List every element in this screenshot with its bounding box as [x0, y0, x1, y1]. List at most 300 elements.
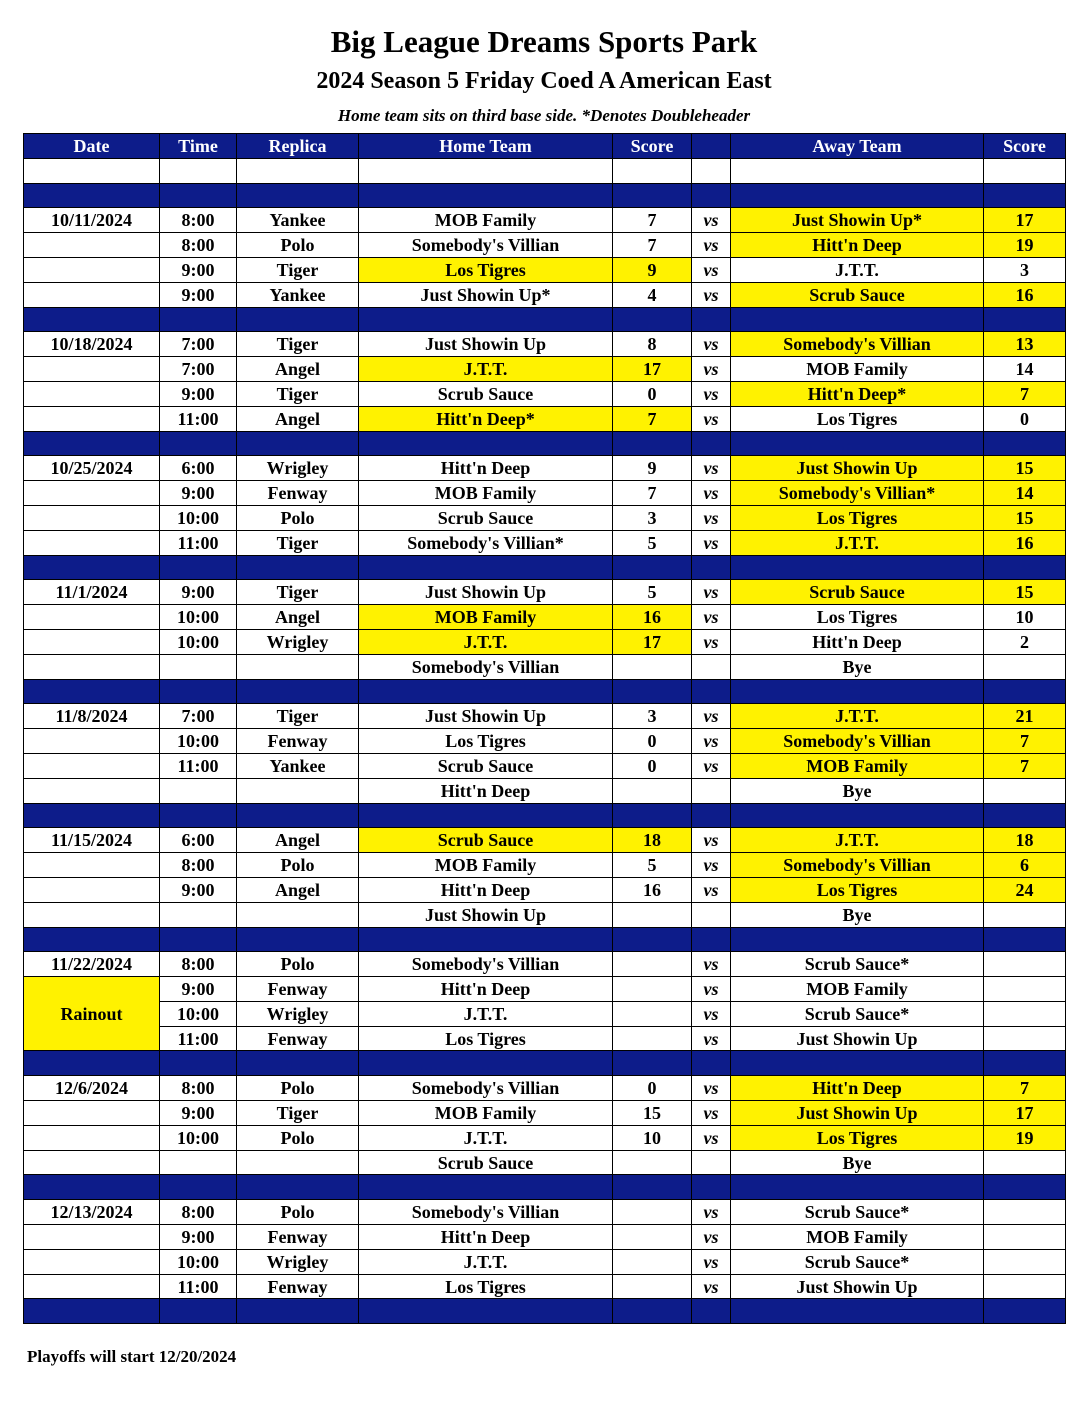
replica-field: Wrigley: [237, 1249, 359, 1274]
home-score: 16: [613, 877, 692, 902]
away-score: [984, 977, 1066, 1002]
replica-field: Angel: [237, 828, 359, 853]
rainout-label: Rainout: [24, 977, 160, 1051]
vs-label: vs: [692, 1001, 731, 1026]
separator-cell: [692, 1051, 731, 1076]
game-row: [24, 1001, 1066, 1026]
home-score: 5: [613, 530, 692, 555]
empty-cell: [984, 158, 1066, 183]
replica-field: Tiger: [237, 704, 359, 729]
away-score: 17: [984, 208, 1066, 233]
replica-field: Polo: [237, 853, 359, 878]
game-time: 9:00: [160, 580, 237, 605]
game-time: 7:00: [160, 332, 237, 357]
home-score: [613, 1026, 692, 1051]
schedule-table: [23, 133, 1066, 1324]
home-score: [613, 977, 692, 1002]
replica-field: Wrigley: [237, 629, 359, 654]
vs-label: vs: [692, 456, 731, 481]
vs-label: vs: [692, 1026, 731, 1051]
home-score: 16: [613, 605, 692, 630]
game-row: [24, 381, 1066, 406]
empty-cell: [692, 158, 731, 183]
separator-cell: [731, 927, 984, 952]
away-score: 18: [984, 828, 1066, 853]
separator-cell: [160, 183, 237, 208]
vs-label: vs: [692, 332, 731, 357]
separator-cell: [613, 307, 692, 332]
away-team: Los Tigres: [731, 505, 984, 530]
vs-label: vs: [692, 877, 731, 902]
home-team: Just Showin Up*: [359, 282, 613, 307]
home-team: Somebody's Villian: [359, 233, 613, 258]
home-team: Just Showin Up: [359, 704, 613, 729]
week-separator: [24, 183, 1066, 208]
away-score: [984, 1026, 1066, 1051]
home-team: Somebody's Villian: [359, 1076, 613, 1101]
game-row: [24, 828, 1066, 853]
game-row: [24, 481, 1066, 506]
game-time: 8:00: [160, 233, 237, 258]
separator-cell: [731, 1299, 984, 1324]
replica-field: Fenway: [237, 481, 359, 506]
home-score: 3: [613, 704, 692, 729]
vs-label: vs: [692, 977, 731, 1002]
game-date: 10/18/2024: [24, 332, 160, 357]
away-team: Hitt'n Deep: [731, 233, 984, 258]
home-team: MOB Family: [359, 481, 613, 506]
date-cell: [24, 530, 160, 555]
empty-cell: [359, 158, 613, 183]
game-row: [24, 877, 1066, 902]
game-row: [24, 257, 1066, 282]
game-row: [24, 753, 1066, 778]
replica-field: Polo: [237, 233, 359, 258]
away-score: 7: [984, 1076, 1066, 1101]
separator-cell: [160, 555, 237, 580]
away-score: [984, 1274, 1066, 1299]
separator-cell: [613, 1051, 692, 1076]
separator-cell: [359, 431, 613, 456]
replica-field: Wrigley: [237, 456, 359, 481]
vs-label: vs: [692, 530, 731, 555]
game-time: 10:00: [160, 729, 237, 754]
game-date: 11/22/2024: [24, 952, 160, 977]
vs-label: vs: [692, 629, 731, 654]
home-team: Scrub Sauce: [359, 505, 613, 530]
home-score: [613, 1200, 692, 1225]
separator-cell: [160, 1175, 237, 1200]
away-score: [984, 1249, 1066, 1274]
replica-field: [237, 1150, 359, 1175]
separator-cell: [692, 679, 731, 704]
separator-cell: [237, 431, 359, 456]
date-cell: [24, 233, 160, 258]
replica-field: Tiger: [237, 530, 359, 555]
separator-cell: [692, 555, 731, 580]
game-row: [24, 406, 1066, 431]
week-separator: [24, 1299, 1066, 1324]
away-score: [984, 654, 1066, 679]
separator-cell: [24, 1175, 160, 1200]
home-team: Scrub Sauce: [359, 753, 613, 778]
away-team: Somebody's Villian: [731, 332, 984, 357]
blank-row: [24, 158, 1066, 183]
replica-field: Fenway: [237, 729, 359, 754]
home-score: 9: [613, 257, 692, 282]
playoffs-note: Playoffs will start 12/20/2024: [27, 1347, 237, 1366]
separator-cell: [984, 431, 1066, 456]
separator-cell: [160, 307, 237, 332]
col-header-vs: [692, 134, 731, 159]
separator-cell: [24, 307, 160, 332]
separator-cell: [237, 1299, 359, 1324]
col-header-time: Time: [160, 134, 237, 159]
game-row: [24, 332, 1066, 357]
vs-label: vs: [692, 1200, 731, 1225]
game-time: [160, 1150, 237, 1175]
away-score: 16: [984, 282, 1066, 307]
home-team: Hitt'n Deep: [359, 977, 613, 1002]
away-team: Los Tigres: [731, 406, 984, 431]
replica-field: [237, 902, 359, 927]
vs-label: vs: [692, 729, 731, 754]
schedule-body: [24, 158, 1066, 1323]
replica-field: Tiger: [237, 580, 359, 605]
away-score: [984, 778, 1066, 803]
game-time: 8:00: [160, 1076, 237, 1101]
away-team: Bye: [731, 654, 984, 679]
separator-cell: [160, 431, 237, 456]
replica-field: Polo: [237, 952, 359, 977]
game-row: [24, 505, 1066, 530]
replica-field: Polo: [237, 1076, 359, 1101]
home-score: 5: [613, 853, 692, 878]
home-team: J.T.T.: [359, 1125, 613, 1150]
away-team: Just Showin Up: [731, 1101, 984, 1126]
away-score: 6: [984, 853, 1066, 878]
home-team: Somebody's Villian: [359, 1200, 613, 1225]
separator-cell: [984, 1175, 1066, 1200]
header-row: [24, 134, 1066, 159]
empty-cell: [731, 158, 984, 183]
home-team: MOB Family: [359, 853, 613, 878]
away-score: 17: [984, 1101, 1066, 1126]
home-score: 3: [613, 505, 692, 530]
away-team: Bye: [731, 778, 984, 803]
separator-cell: [24, 803, 160, 828]
away-team: Somebody's Villian: [731, 729, 984, 754]
away-score: 24: [984, 877, 1066, 902]
week-separator: [24, 1051, 1066, 1076]
replica-field: Angel: [237, 406, 359, 431]
separator-cell: [984, 927, 1066, 952]
vs-label: vs: [692, 233, 731, 258]
away-score: 13: [984, 332, 1066, 357]
separator-cell: [24, 555, 160, 580]
away-team: J.T.T.: [731, 704, 984, 729]
game-time: 9:00: [160, 481, 237, 506]
separator-cell: [613, 927, 692, 952]
home-score: [613, 654, 692, 679]
date-cell: [24, 629, 160, 654]
home-score: 0: [613, 753, 692, 778]
game-row: [24, 1150, 1066, 1175]
week-separator: [24, 555, 1066, 580]
col-header-replica: Replica: [237, 134, 359, 159]
game-time: 6:00: [160, 828, 237, 853]
separator-cell: [237, 307, 359, 332]
replica-field: Angel: [237, 605, 359, 630]
game-time: [160, 902, 237, 927]
game-row: [24, 902, 1066, 927]
game-time: 8:00: [160, 208, 237, 233]
separator-cell: [613, 555, 692, 580]
separator-cell: [692, 307, 731, 332]
home-score: 15: [613, 1101, 692, 1126]
separator-cell: [24, 1051, 160, 1076]
week-separator: [24, 803, 1066, 828]
game-time: [160, 654, 237, 679]
home-score: 17: [613, 357, 692, 382]
separator-cell: [160, 1299, 237, 1324]
separator-cell: [359, 1299, 613, 1324]
home-score: [613, 1274, 692, 1299]
away-score: 3: [984, 257, 1066, 282]
home-score: 0: [613, 729, 692, 754]
date-cell: [24, 481, 160, 506]
week-separator: [24, 927, 1066, 952]
game-time: 8:00: [160, 853, 237, 878]
game-row: [24, 977, 1066, 1002]
date-cell: [24, 729, 160, 754]
home-team: Hitt'n Deep: [359, 877, 613, 902]
date-cell: [24, 1125, 160, 1150]
away-team: Scrub Sauce*: [731, 1249, 984, 1274]
vs-label: vs: [692, 406, 731, 431]
away-team: Los Tigres: [731, 605, 984, 630]
separator-cell: [613, 1299, 692, 1324]
date-cell: [24, 1101, 160, 1126]
separator-cell: [237, 555, 359, 580]
away-team: Hitt'n Deep: [731, 1076, 984, 1101]
week-separator: [24, 431, 1066, 456]
away-team: Hitt'n Deep: [731, 629, 984, 654]
replica-field: Tiger: [237, 1101, 359, 1126]
separator-cell: [984, 307, 1066, 332]
home-team: Scrub Sauce: [359, 1150, 613, 1175]
game-row: [24, 530, 1066, 555]
week-separator: [24, 1175, 1066, 1200]
game-time: 11:00: [160, 530, 237, 555]
home-score: 17: [613, 629, 692, 654]
empty-cell: [237, 158, 359, 183]
vs-label: vs: [692, 1249, 731, 1274]
separator-cell: [24, 1299, 160, 1324]
vs-label: vs: [692, 257, 731, 282]
vs-label: vs: [692, 381, 731, 406]
replica-field: Yankee: [237, 208, 359, 233]
vs-label: vs: [692, 704, 731, 729]
game-row: [24, 1249, 1066, 1274]
separator-cell: [160, 1051, 237, 1076]
vs-label: vs: [692, 853, 731, 878]
replica-field: Wrigley: [237, 1001, 359, 1026]
away-team: J.T.T.: [731, 828, 984, 853]
game-row: [24, 853, 1066, 878]
home-score: 7: [613, 233, 692, 258]
game-row: [24, 704, 1066, 729]
game-time: 7:00: [160, 704, 237, 729]
away-team: Scrub Sauce*: [731, 952, 984, 977]
separator-cell: [692, 431, 731, 456]
separator-cell: [613, 803, 692, 828]
vs-label: vs: [692, 505, 731, 530]
separator-cell: [359, 1051, 613, 1076]
away-score: [984, 902, 1066, 927]
away-score: 7: [984, 729, 1066, 754]
home-team: Los Tigres: [359, 729, 613, 754]
separator-cell: [984, 1299, 1066, 1324]
away-score: 10: [984, 605, 1066, 630]
game-time: 6:00: [160, 456, 237, 481]
game-time: 9:00: [160, 977, 237, 1002]
away-score: 7: [984, 753, 1066, 778]
home-score: 5: [613, 580, 692, 605]
away-team: Scrub Sauce: [731, 282, 984, 307]
date-cell: [24, 605, 160, 630]
game-row: [24, 1101, 1066, 1126]
game-time: 10:00: [160, 605, 237, 630]
date-cell: [24, 778, 160, 803]
separator-cell: [359, 803, 613, 828]
home-team: Just Showin Up: [359, 332, 613, 357]
home-team: Scrub Sauce: [359, 828, 613, 853]
separator-cell: [613, 1175, 692, 1200]
separator-cell: [359, 927, 613, 952]
replica-field: Fenway: [237, 977, 359, 1002]
away-score: [984, 952, 1066, 977]
date-cell: [24, 1225, 160, 1250]
away-team: Bye: [731, 1150, 984, 1175]
game-row: [24, 729, 1066, 754]
separator-cell: [731, 1175, 984, 1200]
game-date: 10/25/2024: [24, 456, 160, 481]
away-score: 0: [984, 406, 1066, 431]
home-team: Scrub Sauce: [359, 381, 613, 406]
game-row: [24, 233, 1066, 258]
col-header-home-team: Home Team: [359, 134, 613, 159]
home-score: 8: [613, 332, 692, 357]
game-row: [24, 654, 1066, 679]
replica-field: Tiger: [237, 332, 359, 357]
game-date: 11/8/2024: [24, 704, 160, 729]
separator-cell: [731, 431, 984, 456]
game-row: [24, 456, 1066, 481]
game-time: 10:00: [160, 1249, 237, 1274]
separator-cell: [237, 927, 359, 952]
replica-field: Yankee: [237, 753, 359, 778]
separator-cell: [692, 803, 731, 828]
vs-label: vs: [692, 357, 731, 382]
away-team: J.T.T.: [731, 530, 984, 555]
away-team: Scrub Sauce*: [731, 1200, 984, 1225]
home-score: 7: [613, 208, 692, 233]
game-row: [24, 282, 1066, 307]
home-team: MOB Family: [359, 1101, 613, 1126]
game-time: 10:00: [160, 1125, 237, 1150]
separator-cell: [731, 555, 984, 580]
away-team: Somebody's Villian*: [731, 481, 984, 506]
separator-cell: [160, 927, 237, 952]
away-team: Just Showin Up: [731, 1274, 984, 1299]
home-team: J.T.T.: [359, 1001, 613, 1026]
game-date: 11/15/2024: [24, 828, 160, 853]
game-row: [24, 208, 1066, 233]
separator-cell: [160, 679, 237, 704]
replica-field: Fenway: [237, 1026, 359, 1051]
home-score: [613, 1001, 692, 1026]
separator-cell: [984, 1051, 1066, 1076]
empty-cell: [160, 158, 237, 183]
away-team: Bye: [731, 902, 984, 927]
date-cell: [24, 1274, 160, 1299]
vs-label: vs: [692, 1225, 731, 1250]
home-score: 9: [613, 456, 692, 481]
home-team: J.T.T.: [359, 1249, 613, 1274]
game-row: [24, 1200, 1066, 1225]
replica-field: Polo: [237, 1200, 359, 1225]
home-team: Los Tigres: [359, 257, 613, 282]
separator-cell: [731, 1051, 984, 1076]
home-team: Los Tigres: [359, 1026, 613, 1051]
home-score: 18: [613, 828, 692, 853]
date-cell: [24, 505, 160, 530]
game-time: 11:00: [160, 406, 237, 431]
vs-label: vs: [692, 753, 731, 778]
date-cell: [24, 654, 160, 679]
date-cell: [24, 1249, 160, 1274]
date-cell: [24, 877, 160, 902]
separator-cell: [359, 555, 613, 580]
home-team: Somebody's Villian*: [359, 530, 613, 555]
separator-cell: [24, 183, 160, 208]
replica-field: Fenway: [237, 1274, 359, 1299]
away-team: Hitt'n Deep*: [731, 381, 984, 406]
home-score: 7: [613, 481, 692, 506]
game-row: [24, 357, 1066, 382]
game-row: [24, 778, 1066, 803]
game-time: 8:00: [160, 1200, 237, 1225]
date-cell: [24, 902, 160, 927]
home-team: J.T.T.: [359, 357, 613, 382]
vs-label: vs: [692, 208, 731, 233]
away-score: 15: [984, 580, 1066, 605]
date-cell: [24, 381, 160, 406]
away-team: Just Showin Up*: [731, 208, 984, 233]
away-team: Los Tigres: [731, 877, 984, 902]
separator-cell: [237, 803, 359, 828]
away-score: 16: [984, 530, 1066, 555]
separator-cell: [359, 307, 613, 332]
away-team: MOB Family: [731, 357, 984, 382]
game-time: 10:00: [160, 1001, 237, 1026]
separator-cell: [731, 803, 984, 828]
date-cell: [24, 753, 160, 778]
separator-cell: [237, 679, 359, 704]
away-score: 2: [984, 629, 1066, 654]
date-cell: [24, 282, 160, 307]
